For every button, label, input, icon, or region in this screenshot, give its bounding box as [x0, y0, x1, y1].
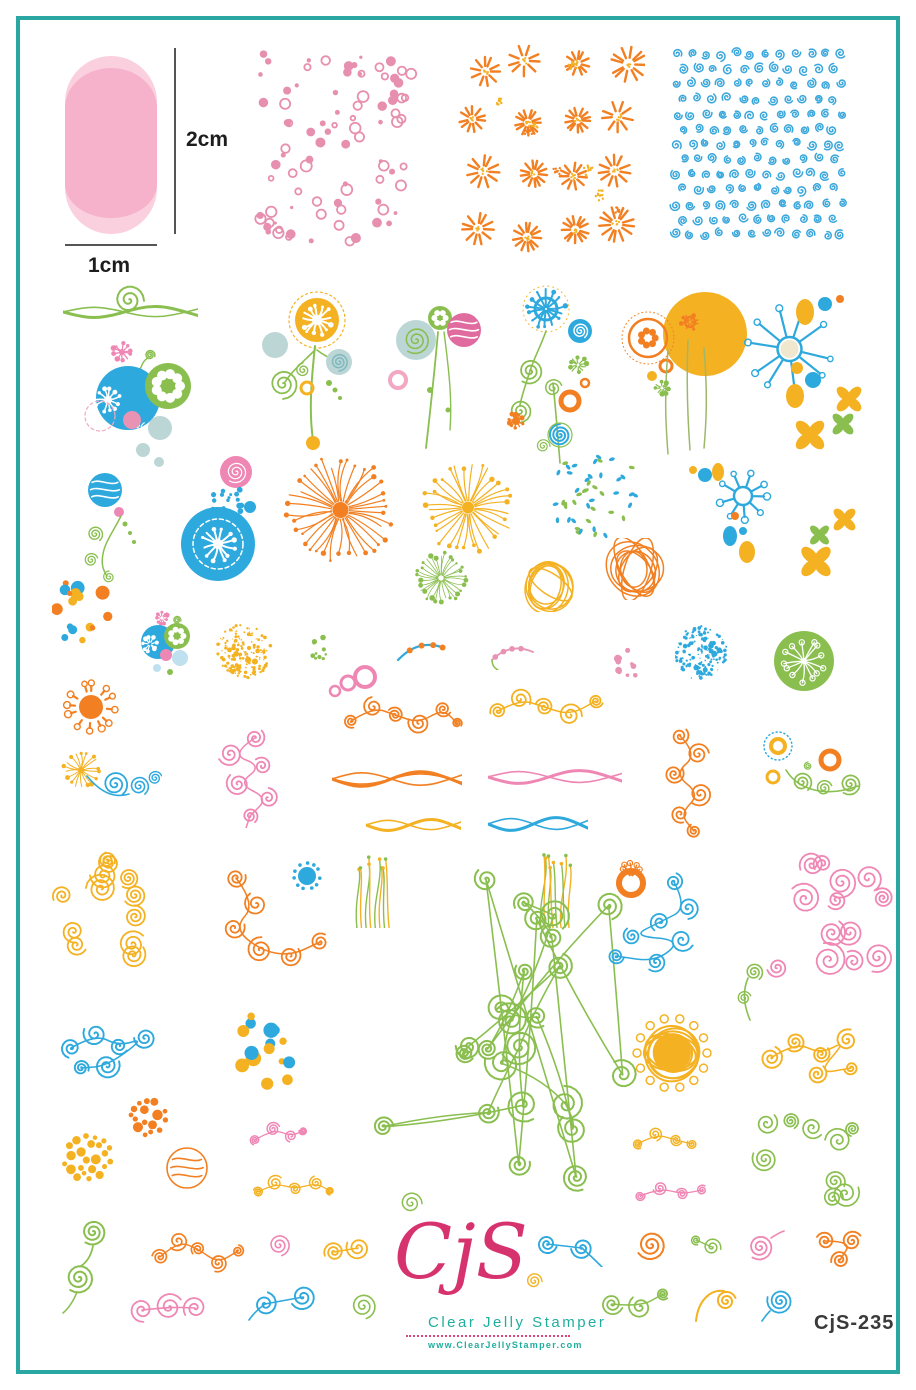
orange-wavy-line-icon — [332, 762, 462, 796]
butterfly-green-2-icon — [806, 525, 833, 545]
orange-scribble-icon — [598, 538, 674, 600]
blue-swirl-branch-icon — [588, 866, 720, 984]
mini-flower-cluster-icon — [130, 608, 200, 678]
butterfly-green-1-icon — [831, 413, 855, 435]
green-dandelion-badge-icon — [773, 625, 835, 697]
yellow-swirl-branch-icon — [488, 681, 612, 729]
yellow-sun-blue-swirls-icon — [57, 748, 162, 800]
orange-triple-swirl-icon — [808, 1226, 870, 1274]
yellow-pebble-circle-icon — [60, 1130, 116, 1186]
width-label: 1cm — [88, 254, 131, 277]
pink-gray-flower-icon — [378, 298, 498, 453]
blue-swirl-cloud-icon — [57, 1016, 165, 1084]
pink-swirl-cluster-icon — [765, 850, 895, 982]
dotted-divider — [406, 1335, 570, 1337]
height-label: 2cm — [186, 128, 229, 151]
pink-swirl-divider-icon — [632, 1175, 714, 1209]
green-double-spiral-icon — [685, 1230, 727, 1260]
green-swirls-rings-icon — [758, 730, 864, 800]
yellow-swirl-flower-icon — [245, 288, 385, 458]
nail-shape-body — [65, 68, 157, 218]
nail-shape — [65, 56, 157, 234]
orange-swirl-branch-icon — [343, 683, 463, 741]
butterfly-yellow-1-icon — [836, 386, 862, 412]
yellow-grunge-circle-icon — [215, 623, 273, 680]
dots-cluster-multi-icon — [52, 578, 114, 646]
green-wave-spiral-icon — [112, 283, 146, 317]
blue-arc-orange-dots-icon — [395, 636, 447, 664]
yellow-swirl-cluster-icon — [48, 850, 148, 970]
orange-wave-circle-icon — [165, 1145, 209, 1191]
blue-wavy-line-icon — [488, 810, 588, 838]
yellow-scribble-icon — [518, 560, 578, 612]
butterfly-yellow-4-icon — [798, 546, 834, 577]
brand-logo — [392, 1207, 607, 1360]
blue-splat-icon — [288, 858, 326, 894]
brand-website: www.ClearJellyStamper.com — [428, 1340, 583, 1350]
orange-sun-icon — [63, 678, 119, 736]
leaf-paisley-icon — [548, 450, 643, 540]
green-swirl-cluster-icon — [750, 1110, 862, 1210]
swatch-orange-bursts-icon — [455, 40, 645, 258]
swatch-pink-dots-icon — [253, 48, 420, 250]
nail-scale-diagram — [60, 48, 245, 293]
pink-dots-scatter-icon — [612, 643, 642, 681]
yellow-blue-dots-icon — [235, 1008, 295, 1092]
blue-spiral-2-icon — [758, 1285, 796, 1323]
orange-dandelion-icon — [283, 450, 398, 570]
butterfly-yellow-2-icon — [790, 420, 830, 450]
orange-swirl-vertical-icon — [648, 726, 716, 840]
yellow-swirl-small-icon — [630, 1121, 700, 1155]
pink-spiral-tail-icon — [743, 1228, 785, 1264]
swatch-blue-spirals-icon — [668, 45, 848, 250]
green-sprout-icon — [730, 958, 772, 1022]
blue-ornament-icon — [170, 452, 285, 594]
blue-grunge-circle-icon — [670, 625, 730, 681]
yellow-doily-icon — [630, 1010, 714, 1096]
brand-name: Clear Jelly Stamper — [428, 1314, 607, 1331]
pink-swirl-branch-icon — [200, 726, 288, 828]
green-dandelion-small-icon — [412, 548, 470, 608]
pink-spiral-small-icon — [266, 1231, 292, 1259]
yellow-curl-icon — [690, 1283, 742, 1323]
pink-arc-sprig-icon — [488, 638, 536, 670]
yellow-dandelion-icon — [418, 455, 518, 560]
pink-triple-swirl-icon — [125, 1286, 213, 1328]
orange-pebble-circle-icon — [125, 1095, 170, 1140]
yellow-swirl-divider-icon — [250, 1170, 336, 1202]
yellow-wavy-line-icon — [366, 812, 461, 838]
cjs-monogram-icon: CjS — [394, 1207, 528, 1296]
blue-vine-flower-icon — [498, 283, 618, 468]
yellow-swirl-cloud-icon — [755, 1020, 867, 1088]
orange-spiral-icon — [633, 1228, 669, 1262]
height-measure-line — [174, 48, 176, 234]
blue-waveball-sprig-icon — [75, 470, 165, 585]
pebble-trail-2-icon — [683, 458, 763, 570]
orange-yellow-flower-icon — [610, 288, 750, 458]
butterfly-yellow-3-icon — [831, 508, 858, 531]
orange-swirl-garland-icon — [150, 1225, 252, 1277]
pink-wavy-line-icon — [488, 762, 622, 792]
blue-flower-cluster-icon — [80, 340, 205, 470]
green-dots-mini-icon — [308, 632, 333, 664]
plate-code: CjS-235 — [814, 1312, 895, 1334]
green-spiral-small-icon — [348, 1291, 378, 1321]
yellow-double-swirl-icon — [318, 1230, 378, 1268]
width-measure-line — [65, 244, 157, 246]
pink-swirl-small-icon — [245, 1116, 309, 1152]
blue-double-swirl-icon — [245, 1278, 329, 1322]
green-swirl-sprout-icon — [53, 1216, 113, 1314]
